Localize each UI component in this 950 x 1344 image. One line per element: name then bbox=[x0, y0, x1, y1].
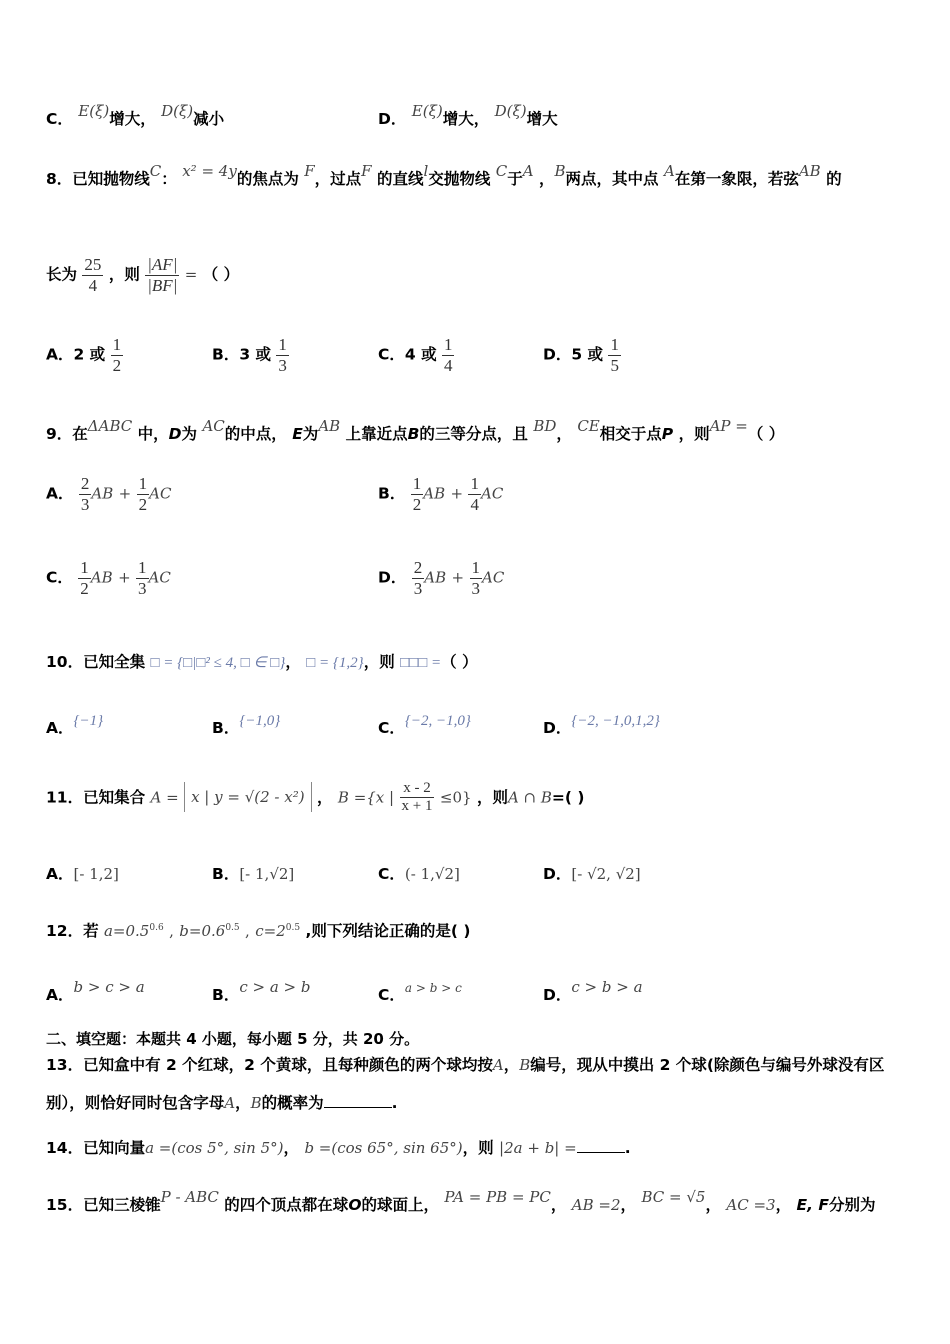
text-q11-m-A: A = bbox=[150, 788, 179, 807]
text-q7-tail-d-label: D． bbox=[378, 110, 407, 128]
q11-option-d[interactable] bbox=[543, 862, 641, 884]
q9-option-d[interactable] bbox=[378, 558, 504, 598]
text-q8-ratio-n: |AF| bbox=[147, 255, 178, 274]
text-q8-eq: = bbox=[184, 265, 198, 284]
text-q12-options-0-val: b > c > a bbox=[73, 978, 145, 996]
text-q9-paren: （ ） bbox=[747, 425, 785, 443]
universal-set-expr: □ = {□|□² ≤ 4, □ ∈ □} bbox=[150, 655, 286, 671]
text-q8-options-3-fd: 5 bbox=[610, 355, 619, 375]
text-q11-options-3-val: [- √2, √2] bbox=[571, 865, 641, 883]
text-q9-options-1-label: B． bbox=[378, 484, 406, 503]
q10-option-d[interactable] bbox=[543, 713, 660, 738]
text-q8-frac-n: 25 bbox=[84, 255, 102, 274]
text-q9-options-3-v1: AB bbox=[424, 568, 447, 587]
q7-option-c bbox=[46, 102, 225, 129]
text-q8-m-AB: AB bbox=[798, 162, 821, 180]
set-a-expr: □ = {1,2} bbox=[306, 655, 364, 671]
text-q11-m-AB: A ∩ B bbox=[507, 788, 552, 807]
text-q12-options-1-label: B． bbox=[212, 986, 240, 1004]
text-q15-s2: ， bbox=[620, 1196, 637, 1214]
text-q8-ratio-d: |BF| bbox=[147, 275, 178, 295]
text-q9-options-1-v1: AB bbox=[423, 484, 446, 503]
q12-option-a[interactable] bbox=[46, 978, 145, 1005]
text-fragment bbox=[400, 780, 435, 816]
q11-option-b[interactable] bbox=[212, 862, 294, 884]
text-q8-options-0-fn: 1 bbox=[112, 335, 122, 354]
text-q13-p3: 别），则恰好同时包含字母 bbox=[46, 1094, 225, 1112]
text-q9-p2: 中， bbox=[137, 425, 169, 443]
q13-stem-line2 bbox=[46, 1093, 398, 1113]
text-q9-options-1-d1: 2 bbox=[412, 494, 422, 514]
text-q9-m-AP: AP = bbox=[709, 417, 748, 435]
text-q7-tail-c-t2: 减小 bbox=[193, 110, 225, 128]
text-q8-options-3-fn: 1 bbox=[610, 335, 619, 354]
q13-stem-line1 bbox=[46, 1056, 884, 1075]
text-q9-E: E bbox=[292, 425, 303, 443]
text-q9-options-1-v2: AC bbox=[480, 484, 504, 503]
text-q8-m-C2: C bbox=[495, 162, 508, 180]
text-q9-options-2-plus: + bbox=[118, 568, 131, 587]
text-q9-options-0-d1: 3 bbox=[80, 494, 90, 514]
text-q11-options-2-val: (- 1,√2] bbox=[404, 865, 460, 883]
text-q8-paren: （ ） bbox=[202, 265, 240, 284]
text-q9-options-3-label: D． bbox=[378, 568, 407, 587]
text-fragment bbox=[136, 558, 149, 598]
text-q9-options-1-n2: 1 bbox=[470, 474, 479, 493]
text-q9-p8: 相交于点 bbox=[599, 425, 662, 443]
text-q8-m-F: F bbox=[304, 162, 315, 180]
q9-option-a[interactable] bbox=[46, 474, 171, 514]
q8-option-b[interactable] bbox=[212, 335, 289, 375]
text-q11-m-fd: x + 1 bbox=[401, 798, 433, 815]
text-fragment bbox=[470, 558, 483, 598]
text-q9-p7: 的三等分点，且 bbox=[419, 425, 528, 443]
text-q11-m-le: ≤0} bbox=[439, 788, 472, 807]
text-q9-options-0-v1: AB bbox=[91, 484, 114, 503]
text-q14-sep: ， bbox=[283, 1139, 300, 1157]
q10-option-a[interactable] bbox=[46, 713, 104, 738]
text-q8-p7: 两点，其中点 bbox=[565, 170, 659, 188]
answer-blank[interactable] bbox=[577, 1138, 625, 1153]
vector-b-expr: b =(cos 65°, sin 65°) bbox=[304, 1139, 463, 1157]
text-q10-paren: （ ） bbox=[441, 653, 478, 671]
text-q15-s4: ， bbox=[775, 1196, 792, 1214]
text-q9-options-3-d1: 3 bbox=[413, 578, 423, 598]
text-fragment bbox=[608, 335, 621, 375]
text-q7-tail-d-t2: 增大 bbox=[526, 110, 558, 128]
text-q13-m-B: B bbox=[519, 1056, 531, 1074]
text-q12-options-1-val: c > a > b bbox=[239, 978, 311, 996]
text-fragment bbox=[79, 474, 92, 514]
text-q12-p1: 12．若 bbox=[46, 922, 99, 940]
vector-a-expr: a =(cos 5°, sin 5°) bbox=[145, 1139, 284, 1157]
text-q11-options-0-label: A． bbox=[46, 865, 74, 883]
text-q8-options-1-label: B． bbox=[212, 345, 240, 364]
text-q12-e-c: 0.5 bbox=[285, 922, 301, 933]
text-q12-options-2-label: C． bbox=[378, 986, 405, 1004]
q9-stem bbox=[46, 417, 785, 444]
q8-option-a[interactable] bbox=[46, 335, 123, 375]
text-q15-s1: ， bbox=[550, 1196, 567, 1214]
text-q8-options-1-fn: 1 bbox=[278, 335, 287, 354]
text-q10-p1: 10．已知全集 bbox=[46, 653, 146, 671]
expectation-expr: E(ξ) bbox=[411, 102, 443, 120]
text-q10-options-3-val: {−2, −1,0,1,2} bbox=[571, 713, 660, 729]
text-q13-sep2: ， bbox=[235, 1094, 251, 1112]
text-q9-options-3-d2: 3 bbox=[471, 578, 481, 598]
text-q15-p1: 15．已知三棱锥 bbox=[46, 1196, 161, 1214]
text-q15-m-eq4: AC =3 bbox=[726, 1196, 776, 1214]
text-q15-m-eq1: PA = PB = PC bbox=[444, 1188, 551, 1206]
text-q12-e-a: 0.6 bbox=[149, 922, 164, 933]
q12-option-b[interactable] bbox=[212, 978, 311, 1005]
text-q8-p9: 的 bbox=[826, 170, 842, 188]
q10-option-c[interactable] bbox=[378, 713, 471, 738]
text-q9-options-2-v2: AC bbox=[148, 568, 171, 587]
text-q15-p4: 分别为 bbox=[828, 1196, 876, 1214]
text-q13-end: . bbox=[391, 1094, 398, 1112]
text-q9-p4: 的中点， bbox=[224, 425, 287, 443]
text-q10-options-2-val: {−2, −1,0} bbox=[404, 713, 471, 729]
q12-option-c[interactable] bbox=[378, 983, 462, 1005]
text-q9-D: D bbox=[168, 425, 182, 443]
q12-stem bbox=[46, 922, 470, 941]
magnitude-expr: |2a + b| = bbox=[499, 1139, 577, 1157]
text-q12-c2: , bbox=[245, 922, 250, 940]
q11-stem bbox=[46, 780, 584, 816]
text-q13-m-A: A bbox=[492, 1056, 504, 1074]
text-q9-options-3-v2: AC bbox=[482, 568, 505, 587]
q12-option-d[interactable] bbox=[543, 978, 643, 1005]
text-q8-p10: 长为 bbox=[46, 265, 78, 284]
text-q8-m-F2: F bbox=[361, 162, 372, 180]
text-fragment bbox=[137, 474, 150, 514]
text-q9-options-1-plus: + bbox=[450, 484, 464, 503]
text-q13-p4: 的概率为 bbox=[261, 1094, 324, 1112]
q9-option-b[interactable] bbox=[378, 474, 503, 514]
text-q8-comma: ， bbox=[539, 170, 555, 188]
text-q12-options-0-label: A． bbox=[46, 986, 74, 1004]
text-q10-options-1-val: {−1,0} bbox=[239, 713, 281, 729]
text-q11-options-2-label: C． bbox=[378, 865, 405, 883]
text-fragment bbox=[411, 474, 424, 514]
text-q9-p6: 上靠近点 bbox=[345, 425, 408, 443]
text-q12-options-3-val: c > b > a bbox=[571, 978, 643, 996]
text-q9-p9: ，则 bbox=[678, 425, 710, 443]
text-q11-m-B: B ={x | bbox=[337, 788, 395, 807]
text-fragment bbox=[468, 474, 481, 514]
text-q9-options-2-v1: AB bbox=[90, 568, 113, 587]
text-q8-colon: ： bbox=[161, 170, 177, 188]
text-q9-options-3-plus: + bbox=[451, 568, 465, 587]
text-q11-options-3-label: D． bbox=[543, 865, 572, 883]
expectation-expr: E(ξ) bbox=[78, 102, 110, 120]
text-q12-p2: ,则下列结论正确的是( ) bbox=[305, 922, 471, 940]
text-q12-options-2-val: a > b > c bbox=[404, 981, 462, 995]
q11-option-c[interactable] bbox=[378, 862, 460, 884]
text-q15-EF: E, F bbox=[796, 1196, 829, 1214]
text-q11-p3: =( ) bbox=[551, 788, 585, 807]
text-q8-options-1-fd: 3 bbox=[278, 355, 287, 375]
c-definition: c=2 bbox=[255, 922, 286, 940]
text-q9-m-BD: BD bbox=[533, 417, 557, 435]
text-q14-end: . bbox=[624, 1139, 631, 1157]
text-q8-frac-d: 4 bbox=[82, 275, 103, 296]
text-q7-tail-c-label: C． bbox=[46, 110, 73, 128]
text-q9-options-0-plus: + bbox=[118, 484, 132, 503]
text-q8-m-A: A bbox=[522, 162, 534, 180]
text-q9-options-3-n2: 1 bbox=[471, 558, 481, 577]
answer-blank[interactable] bbox=[324, 1093, 392, 1108]
q8-stem-line2 bbox=[46, 255, 239, 295]
text-q10-options-0-val: {−1} bbox=[73, 713, 104, 729]
q7-option-d bbox=[378, 102, 558, 129]
a-definition: a=0.5 bbox=[103, 922, 150, 940]
text-q8-options-2-fd: 4 bbox=[443, 355, 453, 375]
text-q11-options-1-label: B． bbox=[212, 865, 240, 883]
text-q9-options-2-d1: 2 bbox=[80, 578, 89, 598]
text-q15-p2: 的四个顶点都在球 bbox=[224, 1196, 349, 1214]
text-q10-p2: ，则 bbox=[363, 653, 395, 671]
text-q9-p1: 9．在 bbox=[46, 425, 88, 443]
text-fragment bbox=[442, 335, 455, 375]
pyramid-expr: P - ABC bbox=[160, 1188, 219, 1206]
text-q8-options-2-text: 4 或 bbox=[404, 345, 437, 364]
text-q10-options-2-label: C． bbox=[378, 719, 405, 737]
text-q9-options-3-n1: 2 bbox=[413, 558, 423, 577]
text-q14-p2: ，则 bbox=[462, 1139, 494, 1157]
text-q10-options-1-label: B． bbox=[212, 719, 240, 737]
text-q13-m-A2: A bbox=[224, 1094, 236, 1112]
text-q8-p4: 的直线 bbox=[377, 170, 424, 188]
text-q7-tail-d-t1: 增大， bbox=[442, 110, 490, 128]
text-fragment bbox=[412, 558, 425, 598]
variance-expr: D(ξ) bbox=[494, 102, 527, 120]
text-q9-options-0-n1: 2 bbox=[80, 474, 90, 493]
text-fragment bbox=[78, 558, 91, 598]
text-q9-m-CE: CE bbox=[577, 417, 600, 435]
text-q8-p5: 交抛物线 bbox=[428, 170, 491, 188]
text-q15-m-eq3: BC = √5 bbox=[641, 1188, 706, 1206]
triangle-expr: ΔABC bbox=[87, 417, 133, 435]
b-definition: b=0.6 bbox=[179, 922, 226, 940]
text-q8-options-2-label: C． bbox=[378, 345, 405, 364]
text-q11-p2: ，则 bbox=[476, 788, 508, 807]
text-q8-options-0-text: 2 或 bbox=[73, 345, 106, 364]
text-q9-options-0-n2: 1 bbox=[138, 474, 148, 493]
text-q9-options-2-n1: 1 bbox=[80, 558, 89, 577]
text-q13-p2: 编号，现从中摸出 2 个球(除颜色与编号外球没有区 bbox=[530, 1056, 885, 1074]
q15-stem bbox=[46, 1188, 876, 1215]
text-q8-options-0-label: A． bbox=[46, 345, 74, 364]
chord-length-fraction bbox=[82, 255, 103, 295]
text-q8-m-B: B bbox=[554, 162, 566, 180]
text-q15-m-eq2: AB =2 bbox=[571, 1196, 621, 1214]
text-q9-options-1-d2: 4 bbox=[470, 494, 479, 514]
text-q10-options-0-label: A． bbox=[46, 719, 74, 737]
text-q15-O: O bbox=[348, 1196, 362, 1214]
q14-stem bbox=[46, 1138, 631, 1158]
text-q7-tail-c-t1: 增大， bbox=[109, 110, 156, 128]
set-a-builder: x | y = √(2 - x²) bbox=[184, 782, 312, 812]
text-q8-options-3-label: D． bbox=[543, 345, 572, 364]
text-q8-p6: 于 bbox=[507, 170, 523, 188]
complement-expr: □□□ = bbox=[400, 655, 442, 671]
text-q9-m-AC: AC bbox=[202, 417, 225, 435]
text-q8-options-3-text: 5 或 bbox=[571, 345, 604, 364]
text-q8-m-A2: A bbox=[663, 162, 675, 180]
text-q9-m-AB: AB bbox=[318, 417, 341, 435]
text-q8-options-2-fn: 1 bbox=[443, 335, 453, 354]
text-q14-p1: 14．已知向量 bbox=[46, 1139, 146, 1157]
text-q8-m-C: C bbox=[149, 162, 162, 180]
text-q11-options-0-val: [- 1,2] bbox=[73, 865, 119, 883]
text-q9-options-1-n1: 1 bbox=[412, 474, 422, 493]
q8-stem-line1 bbox=[46, 162, 842, 189]
text-q9-options-2-n2: 1 bbox=[138, 558, 147, 577]
text-q9-options-2-label: C． bbox=[46, 568, 73, 587]
text-q13-p1: 13．已知盒中有 2 个红球，2 个黄球，且每种颜色的两个球均按 bbox=[46, 1056, 493, 1074]
text-q9-options-0-label: A． bbox=[46, 484, 74, 503]
text-q8-p3: ，过点 bbox=[314, 170, 362, 188]
text-q9-options-0-v2: AC bbox=[149, 484, 172, 503]
text-q9-options-2-d2: 3 bbox=[138, 578, 147, 598]
text-q9-p3: 为 bbox=[181, 425, 198, 443]
text-q9-P: P bbox=[661, 425, 674, 443]
text-q9-Bp: B bbox=[407, 425, 420, 443]
text-q8-p2: 的焦点为 bbox=[236, 170, 299, 188]
text-q8-p11: ，则 bbox=[108, 265, 140, 284]
text-q13-sep: ， bbox=[503, 1056, 520, 1074]
q10-option-b[interactable] bbox=[212, 713, 281, 738]
parabola-equation: x² = 4y bbox=[182, 162, 237, 180]
text-q9-sep: ， bbox=[556, 425, 572, 443]
text-q9-p5: 为 bbox=[302, 425, 319, 443]
text-q12-e-b: 0.5 bbox=[225, 922, 240, 933]
variance-expr: D(ξ) bbox=[161, 102, 194, 120]
text-fragment bbox=[276, 335, 289, 375]
text-q11-options-1-val: [- 1,√2] bbox=[239, 865, 295, 883]
text-q10-options-3-label: D． bbox=[543, 719, 572, 737]
q11-option-a[interactable] bbox=[46, 862, 119, 884]
text-q8-options-1-text: 3 或 bbox=[239, 345, 272, 364]
q9-option-c[interactable] bbox=[46, 558, 171, 598]
text-q10-sep: ， bbox=[285, 653, 301, 671]
q8-option-d[interactable] bbox=[543, 335, 621, 375]
text-q12-c1: , bbox=[169, 922, 174, 940]
text-q11-sep: ， bbox=[316, 788, 333, 807]
section-heading: 二、填空题：本题共 4 小题，每小题 5 分，共 20 分。 bbox=[46, 1030, 420, 1048]
text-q11-p1: 11．已知集合 bbox=[46, 788, 146, 807]
text-q8-m-l: l bbox=[423, 162, 429, 180]
text-q8-p1: 8．已知抛物线 bbox=[46, 170, 150, 188]
q8-option-c[interactable] bbox=[378, 335, 454, 375]
text-q13-m-B2: B bbox=[250, 1094, 262, 1112]
text-q15-p3: 的球面上， bbox=[361, 1196, 440, 1214]
text-q8-p8: 在第一象限，若弦 bbox=[674, 170, 799, 188]
text-q8-options-0-fd: 2 bbox=[112, 355, 122, 375]
text-q15-s3: ， bbox=[705, 1196, 721, 1214]
text-fragment bbox=[111, 335, 124, 375]
text-q11-m-fn: x - 2 bbox=[403, 780, 431, 796]
text-q9-options-0-d2: 2 bbox=[138, 494, 148, 514]
text-q12-options-3-label: D． bbox=[543, 986, 572, 1004]
q10-stem bbox=[46, 653, 478, 672]
ratio-fraction bbox=[145, 255, 179, 295]
